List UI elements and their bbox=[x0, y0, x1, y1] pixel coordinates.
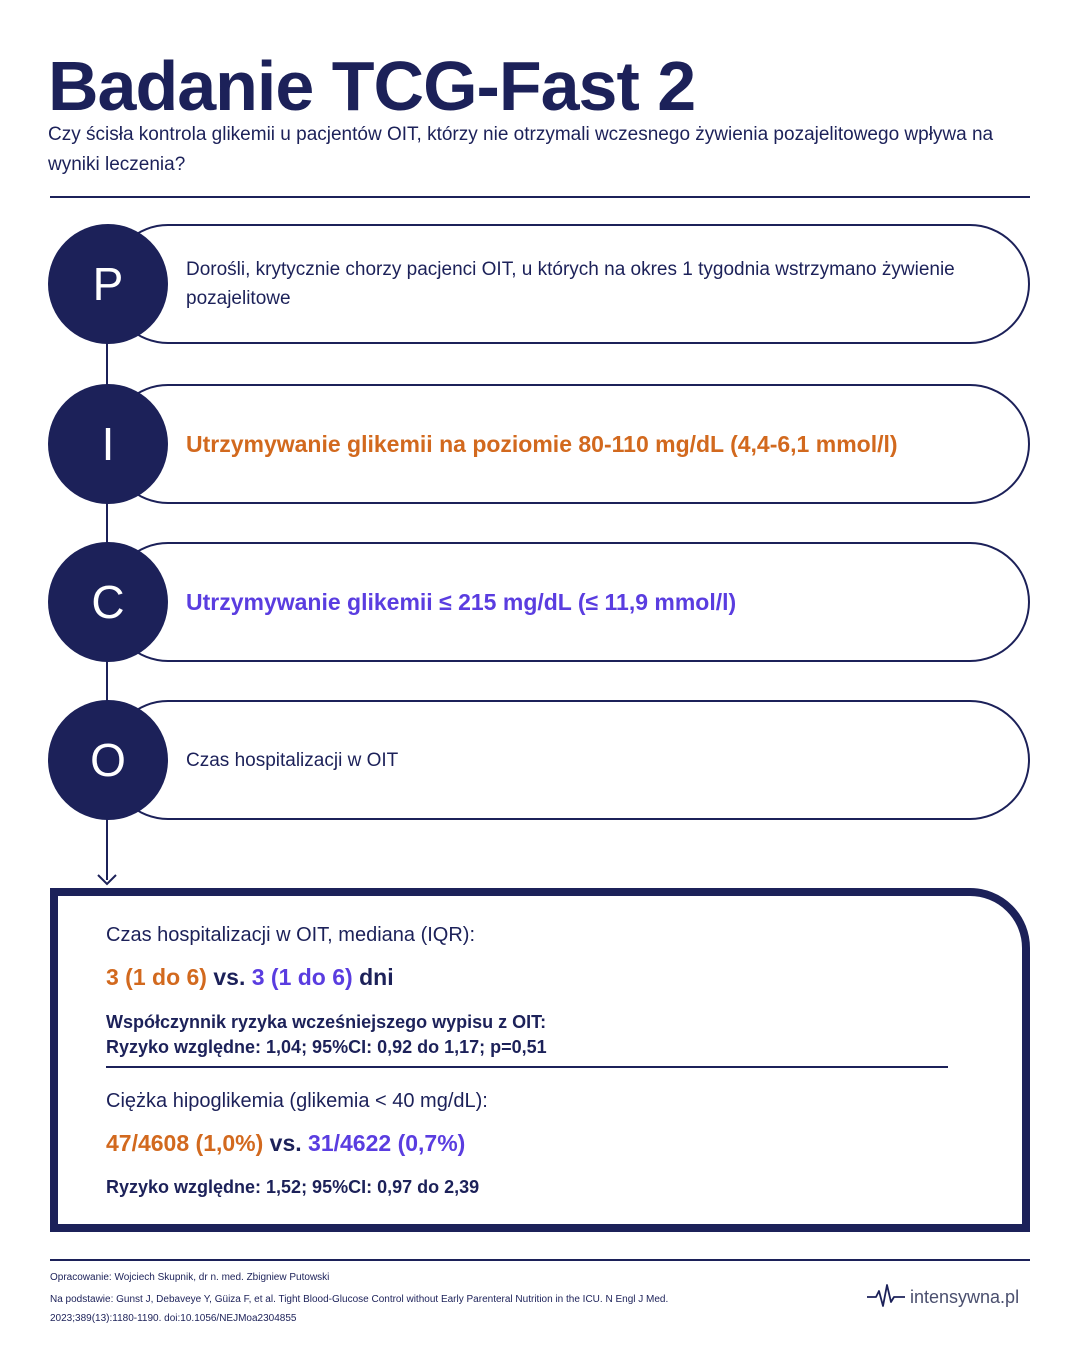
pico-text-comparison: Utrzymywanie glikemii ≤ 215 mg/dL (≤ 11,9 mmol/l) bbox=[186, 588, 737, 615]
hazard-ratio-title: Współczynnik ryzyka wcześniejszego wypisu z OIT: bbox=[106, 1012, 547, 1032]
arrow-down-icon bbox=[96, 868, 118, 890]
footer-source-line-1: Na podstawie: Gunst J, Debaveye Y, Güiza F, et al. Tight Blood-Glucose Control without Early Parenteral Nutrition in the ICU. N Engl J Med. bbox=[50, 1294, 669, 1305]
vs-text: vs. bbox=[213, 964, 246, 990]
hazard-ratio-value: Ryzyko względne: 1,04; 95%CI: 0,92 do 1,17; p=0,51 bbox=[106, 1037, 547, 1057]
logo-text: intensywna.pl bbox=[910, 1286, 1020, 1307]
los-comparison bbox=[106, 964, 394, 991]
pico-letter-badge: C bbox=[48, 542, 168, 662]
vs-text: vs. bbox=[269, 1130, 302, 1156]
hypo-intervention-value: 47/4608 (1,0%) bbox=[106, 1130, 264, 1156]
pico-row-comparison bbox=[48, 542, 1030, 662]
footer-source-line-2: 2023;389(13):1180-1190. doi:10.1056/NEJMoa2304855 bbox=[50, 1313, 297, 1324]
header-divider bbox=[50, 196, 1030, 198]
los-control-value: 3 (1 do 6) bbox=[251, 964, 353, 990]
pico-letter-badge: O bbox=[48, 700, 168, 820]
pico-row-intervention bbox=[48, 384, 1030, 504]
los-intervention-value: 3 (1 do 6) bbox=[106, 964, 207, 990]
page-title: Badanie TCG-Fast 2 bbox=[48, 47, 696, 125]
footer-authors: Opracowanie: Wojciech Skupnik, dr n. med. Zbigniew Putowski bbox=[50, 1272, 330, 1283]
pico-letter-badge: I bbox=[48, 384, 168, 504]
heartbeat-icon bbox=[866, 1282, 906, 1312]
pico-text-outcome: Czas hospitalizacji w OIT bbox=[186, 749, 399, 771]
hypoglycemia-label: Ciężka hipoglikemia (glikemia < 40 mg/dL): bbox=[106, 1090, 488, 1112]
hypoglycemia-comparison bbox=[106, 1130, 465, 1157]
results-panel bbox=[50, 888, 1030, 1232]
hypoglycemia-relative-risk: Ryzyko względne: 1,52; 95%CI: 0,97 do 2,39 bbox=[106, 1177, 480, 1197]
pico-row-population bbox=[48, 224, 1030, 344]
pico-row-outcome bbox=[48, 700, 1030, 820]
page-subtitle: Czy ścisła kontrola glikemii u pacjentów OIT, którzy nie otrzymali wczesnego żywienia pozajelitowego wpływa na wyniki leczenia? bbox=[48, 124, 994, 175]
results-divider bbox=[106, 1066, 948, 1068]
los-unit: dni bbox=[359, 964, 394, 990]
hypo-control-value: 31/4622 (0,7%) bbox=[308, 1130, 466, 1156]
pico-text-population: Dorośli, krytycznie chorzy pacjenci OIT, u których na okres 1 tygodnia wstrzymano żywienie pozajelitowe bbox=[186, 259, 955, 309]
pico-text-intervention: Utrzymywanie glikemii na poziomie 80-110 mg/dL (4,4-6,1 mmol/l) bbox=[186, 430, 898, 457]
los-label: Czas hospitalizacji w OIT, mediana (IQR): bbox=[106, 924, 476, 946]
pico-letter-badge: P bbox=[48, 224, 168, 344]
brand-logo[interactable] bbox=[866, 1282, 1019, 1312]
footer-divider bbox=[50, 1259, 1030, 1261]
